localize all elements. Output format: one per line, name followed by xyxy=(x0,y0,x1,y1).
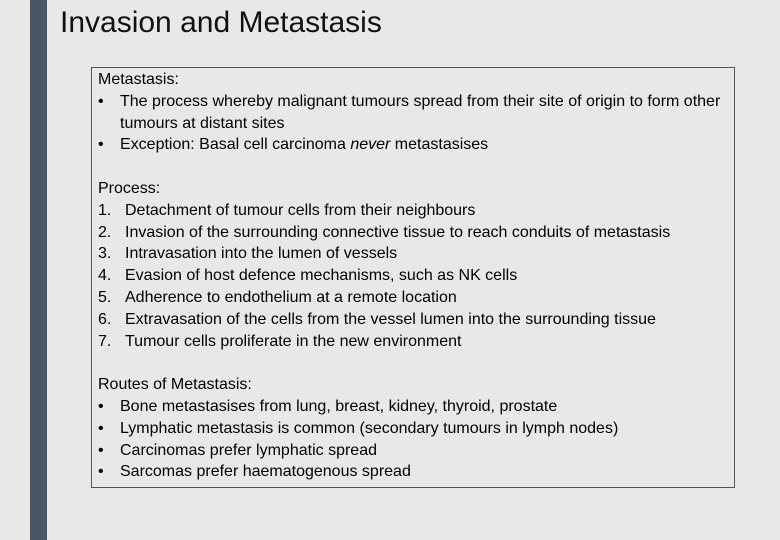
step-text: Adherence to endothelium at a remote location xyxy=(125,288,457,306)
list-item-text: The process whereby malignant tumours spread from their site of origin to form other tumours at distant sites xyxy=(120,92,721,132)
process-step xyxy=(98,222,734,244)
step-number: 1. xyxy=(98,201,112,219)
list-item-text: Bone metastasises from lung, breast, kidney, thyroid, prostate xyxy=(120,397,558,415)
process-step xyxy=(98,265,734,287)
bullet-marker: • xyxy=(98,136,104,154)
step-number: 4. xyxy=(98,267,112,285)
step-text: Invasion of the surrounding connective tissue to reach conduits of metastasis xyxy=(125,223,671,241)
routes-list xyxy=(98,396,734,483)
step-number: 3. xyxy=(98,245,112,263)
step-number: 6. xyxy=(98,310,112,328)
process-step xyxy=(98,243,734,265)
list-item xyxy=(98,461,734,483)
step-text: Extravasation of the cells from the vessel lumen into the surrounding tissue xyxy=(125,310,656,328)
list-item xyxy=(98,91,734,135)
bullet-marker: • xyxy=(98,419,104,437)
slide-title: Invasion and Metastasis xyxy=(60,6,382,39)
bullet-marker: • xyxy=(98,397,104,415)
list-item xyxy=(98,440,734,462)
process-section xyxy=(98,178,734,352)
process-step xyxy=(98,200,734,222)
step-text: Intravasation into the lumen of vessels xyxy=(125,245,398,263)
list-item xyxy=(98,396,734,418)
list-item-text: Sarcomas prefer haematogenous spread xyxy=(120,463,411,481)
step-number: 2. xyxy=(98,223,112,241)
process-heading: Process: xyxy=(98,179,161,197)
step-text: Evasion of host defence mechanisms, such as NK cells xyxy=(125,267,518,285)
step-number: 5. xyxy=(98,288,112,306)
slide-content xyxy=(98,69,734,483)
process-steps-list xyxy=(98,200,734,353)
process-step xyxy=(98,331,734,353)
list-item-exception xyxy=(98,134,734,156)
routes-heading: Routes of Metastasis: xyxy=(98,376,252,394)
exception-emphasis: never xyxy=(350,136,391,154)
bullet-marker: • xyxy=(98,463,104,481)
list-item xyxy=(98,418,734,440)
process-step xyxy=(98,309,734,331)
step-text: Detachment of tumour cells from their neighbours xyxy=(125,201,476,219)
metastasis-heading: Metastasis: xyxy=(98,71,179,88)
slide-accent-bar xyxy=(30,0,47,540)
metastasis-section xyxy=(98,69,734,156)
process-step xyxy=(98,287,734,309)
exception-suffix: metastasises xyxy=(390,136,489,154)
step-number: 7. xyxy=(98,332,112,350)
step-text: Tumour cells proliferate in the new environment xyxy=(125,332,462,350)
routes-section xyxy=(98,374,734,483)
exception-prefix: Exception: Basal cell carcinoma xyxy=(120,136,351,154)
bullet-marker: • xyxy=(98,92,104,110)
list-item-text: Lymphatic metastasis is common (secondary tumours in lymph nodes) xyxy=(120,419,619,437)
bullet-marker: • xyxy=(98,441,104,459)
list-item-text: Carcinomas prefer lymphatic spread xyxy=(120,441,377,459)
metastasis-list xyxy=(98,91,734,156)
